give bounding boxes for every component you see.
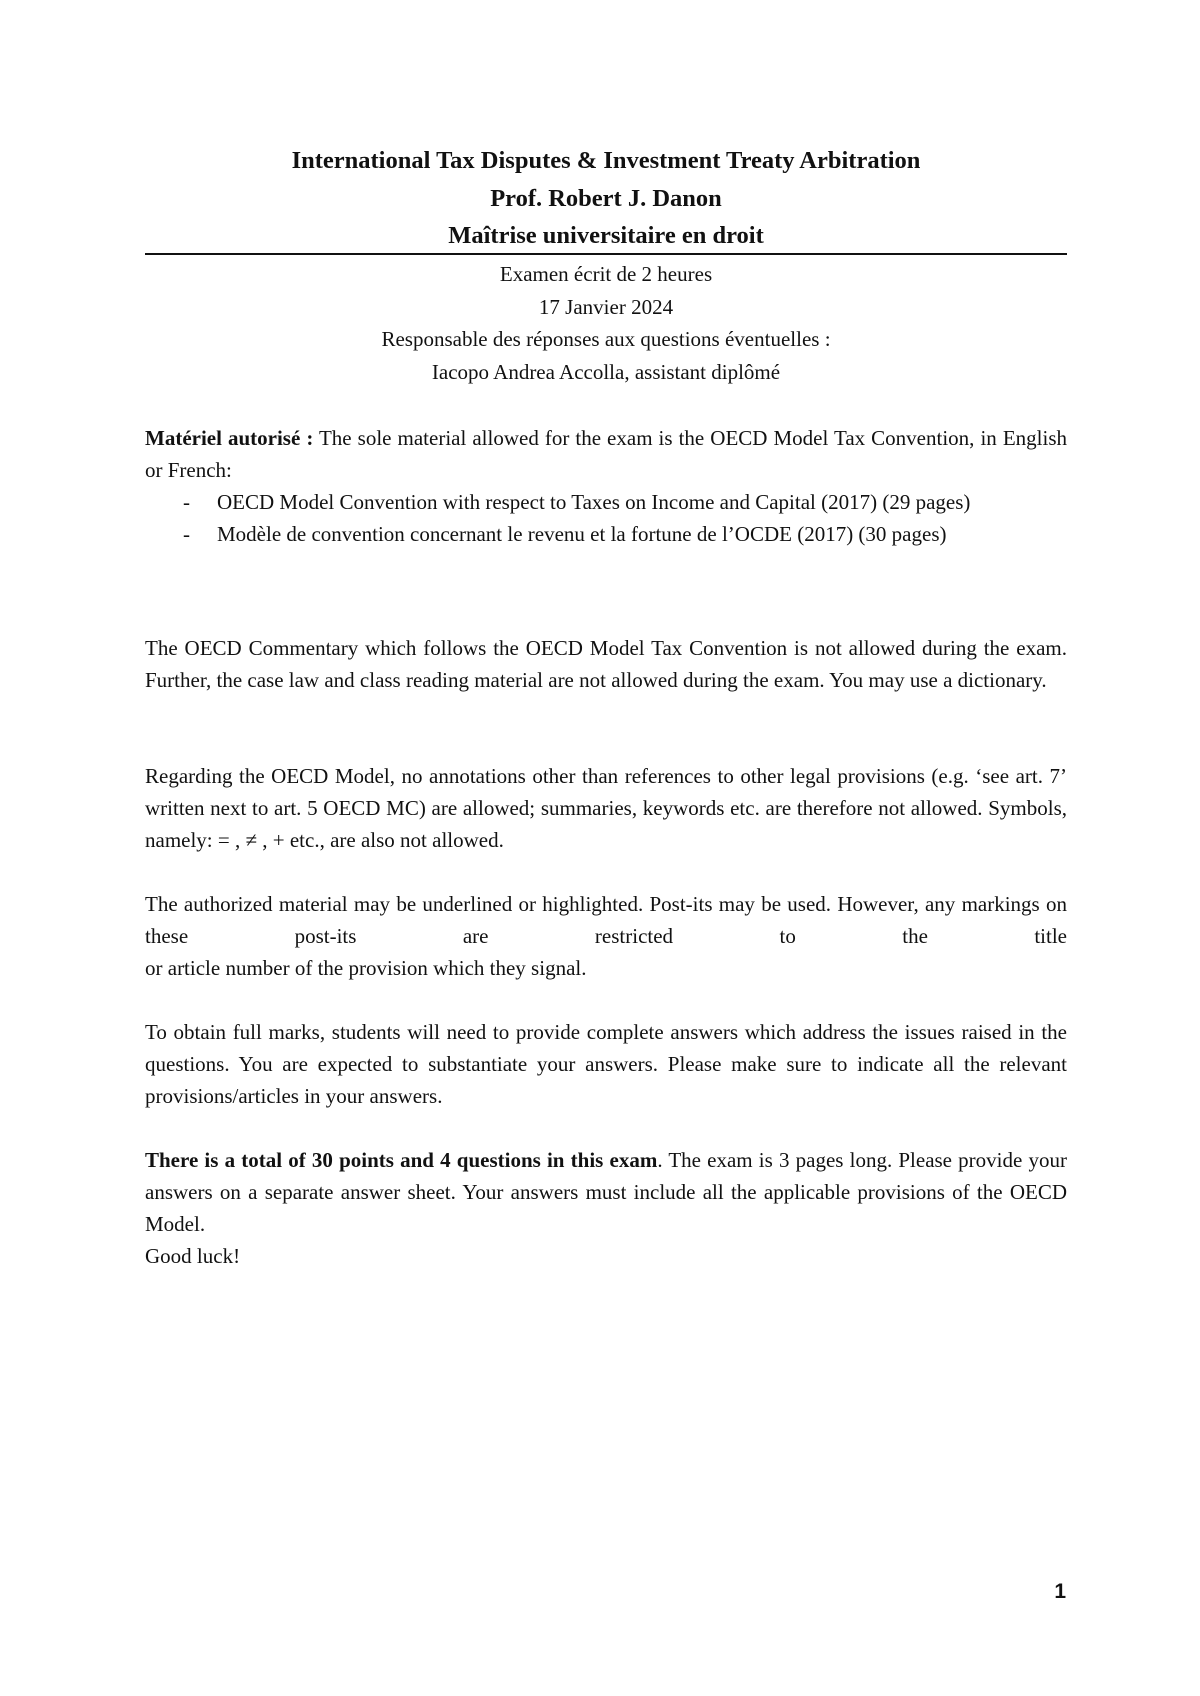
bullet-dash-icon: -	[183, 490, 190, 514]
materials-intro-text: The sole material allowed for the exam is the OECD Model Tax Convention, in English or French:	[145, 426, 1067, 482]
postits-text: The authorized material may be underlined or highlighted. Post-its may be used. However, any markings on these post-its are restricted to the title	[145, 892, 1067, 948]
postits-paragraph	[145, 888, 1067, 984]
materials-list	[145, 486, 1067, 550]
total-rest: . The exam is 3 pages long. Please provide your answers on a separate answer sheet. Your answers must include all the applicable provisions of the OECD Model.	[145, 1148, 1067, 1236]
materials-section	[145, 422, 1067, 550]
bullet-dash-icon: -	[183, 522, 190, 546]
exam-date: 17 Janvier 2024	[538, 294, 674, 319]
materials-label: Matériel autorisé :	[145, 426, 314, 450]
list-item: - Modèle de convention concernant le revenu et la fortune de l’OCDE (2017) (30 pages)	[145, 518, 1067, 550]
program-name: Maîtrise universitaire en droit	[448, 222, 764, 249]
closing-text: Good luck!	[145, 1244, 241, 1268]
commentary-paragraph: The OECD Commentary which follows the OECD Model Tax Convention is not allowed during the exam. Further, the case law and class reading material are not allowed during the exam. You may use a dictionary.	[145, 636, 1067, 692]
exam-duration: Examen écrit de 2 heures	[499, 262, 713, 286]
total-paragraph	[145, 1144, 1067, 1272]
contact-label: Responsable des réponses aux questions éventuelles :	[381, 327, 831, 351]
page-number: 1	[1054, 1580, 1066, 1603]
materials-intro	[145, 422, 1067, 486]
exam-info	[145, 258, 1067, 388]
total-points-statement: There is a total of 30 points and 4 questions in this exam	[145, 1148, 658, 1172]
full-marks-paragraph: To obtain full marks, students will need to provide complete answers which address the issues raised in the questions. You are expected to substantiate your answers. Please make sure to indicate all the relevant provisions/articles in your answers.	[145, 1020, 1067, 1108]
course-title: International Tax Disputes & Investment Treaty Arbitration	[291, 147, 921, 174]
header-divider	[145, 253, 1067, 255]
professor-name: Prof. Robert J. Danon	[490, 185, 722, 212]
contact-person: Iacopo Andrea Accolla, assistant diplômé	[431, 359, 781, 384]
list-item: - OECD Model Convention with respect to Taxes on Income and Capital (2017) (29 pages)	[145, 486, 1067, 518]
postits-text-end: or article number of the provision which they signal.	[145, 956, 587, 980]
annotations-paragraph: Regarding the OECD Model, no annotations other than references to other legal provisions (e.g. ‘see art. 7’ written next to art. 5 OECD MC) are allowed; summaries, keywords etc. are therefore not allowed. Symbols, namely: = , ≠ , + etc., are also not allowed.	[145, 764, 1067, 852]
